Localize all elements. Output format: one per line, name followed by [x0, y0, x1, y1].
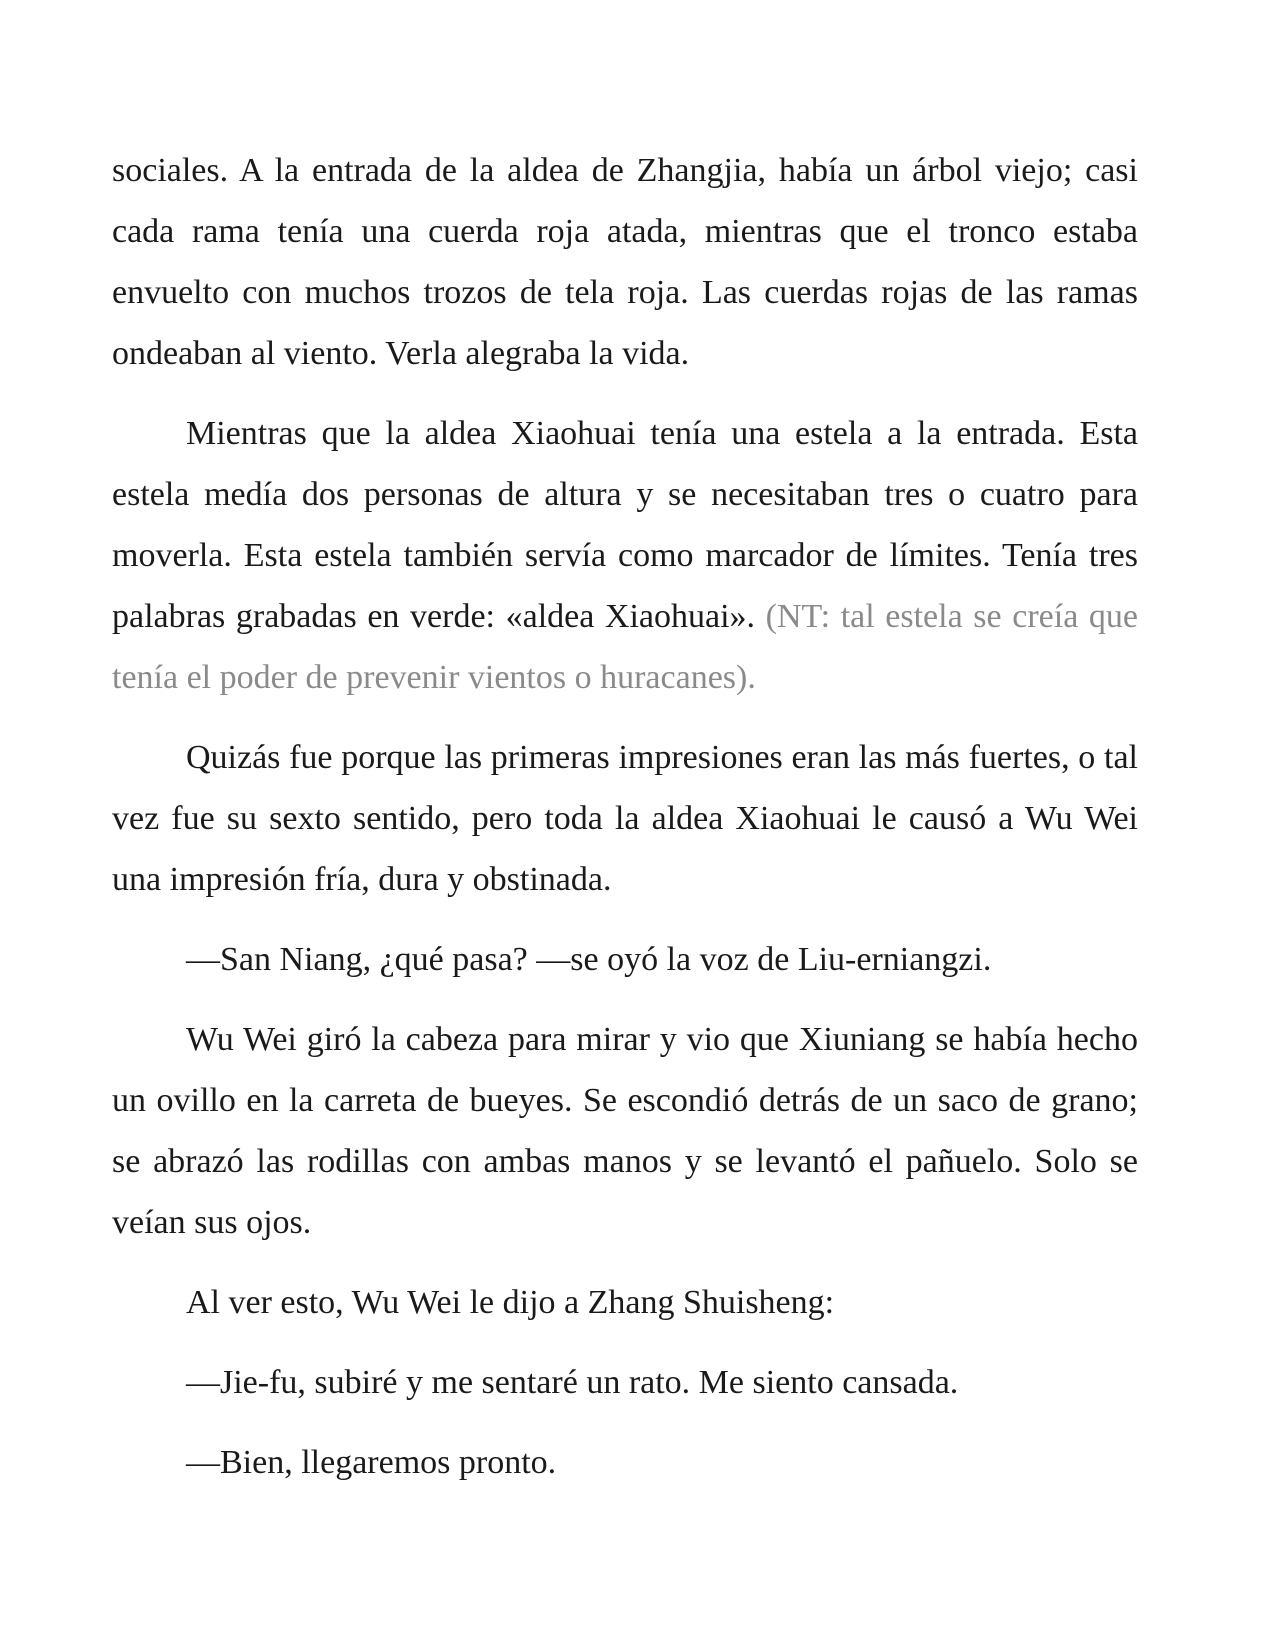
paragraph-1 [112, 140, 1138, 384]
translator-note: (NT: tal estela se creía que tenía el poder de prevenir vientos o huracanes). [112, 598, 1138, 696]
paragraph-2 [112, 403, 1138, 708]
paragraph-2-text: Mientras que la aldea Xiaohuai tenía una estela a la entrada. Esta estela medía dos personas de altura y se necesitaban tres o cuatro para moverla. Esta estela también servía como marcador de límites. Tenía tres palabras grabadas en verde: «aldea Xiaohuai». [112, 415, 1138, 635]
paragraph-4 [112, 929, 1138, 990]
paragraph-6-text: Al ver esto, Wu Wei le dijo a Zhang Shuisheng: [186, 1284, 835, 1321]
paragraph-3 [112, 727, 1138, 910]
paragraph-6 [112, 1272, 1138, 1333]
paragraph-8 [112, 1432, 1138, 1493]
dialogue-line: —Bien, llegaremos pronto. [186, 1444, 557, 1481]
paragraph-7 [112, 1352, 1138, 1413]
paragraph-5-text: Wu Wei giró la cabeza para mirar y vio que Xiuniang se había hecho un ovillo en la carreta de bueyes. Se escondió detrás de un saco de grano; se abrazó las rodillas con ambas manos y se levantó el pañuelo. Solo se veían sus ojos. [112, 1021, 1138, 1241]
paragraph-3-text: Quizás fue porque las primeras impresiones eran las más fuertes, o tal vez fue su sexto sentido, pero toda la aldea Xiaohuai le causó a Wu Wei una impresión fría, dura y obstinada. [112, 739, 1138, 898]
paragraph-5 [112, 1009, 1138, 1253]
paragraph-1-text: sociales. A la entrada de la aldea de Zhangjia, había un árbol viejo; casi cada rama tenía una cuerda roja atada, mientras que el tronco estaba envuelto con muchos trozos de tela roja. Las cuerdas rojas de las ramas ondeaban al viento. Verla alegraba la vida. [112, 152, 1138, 372]
dialogue-line: —San Niang, ¿qué pasa? —se oyó la voz de Liu-erniangzi. [186, 941, 992, 978]
dialogue-line: —Jie-fu, subiré y me sentaré un rato. Me siento cansada. [186, 1364, 959, 1401]
document-page [112, 140, 1138, 1512]
